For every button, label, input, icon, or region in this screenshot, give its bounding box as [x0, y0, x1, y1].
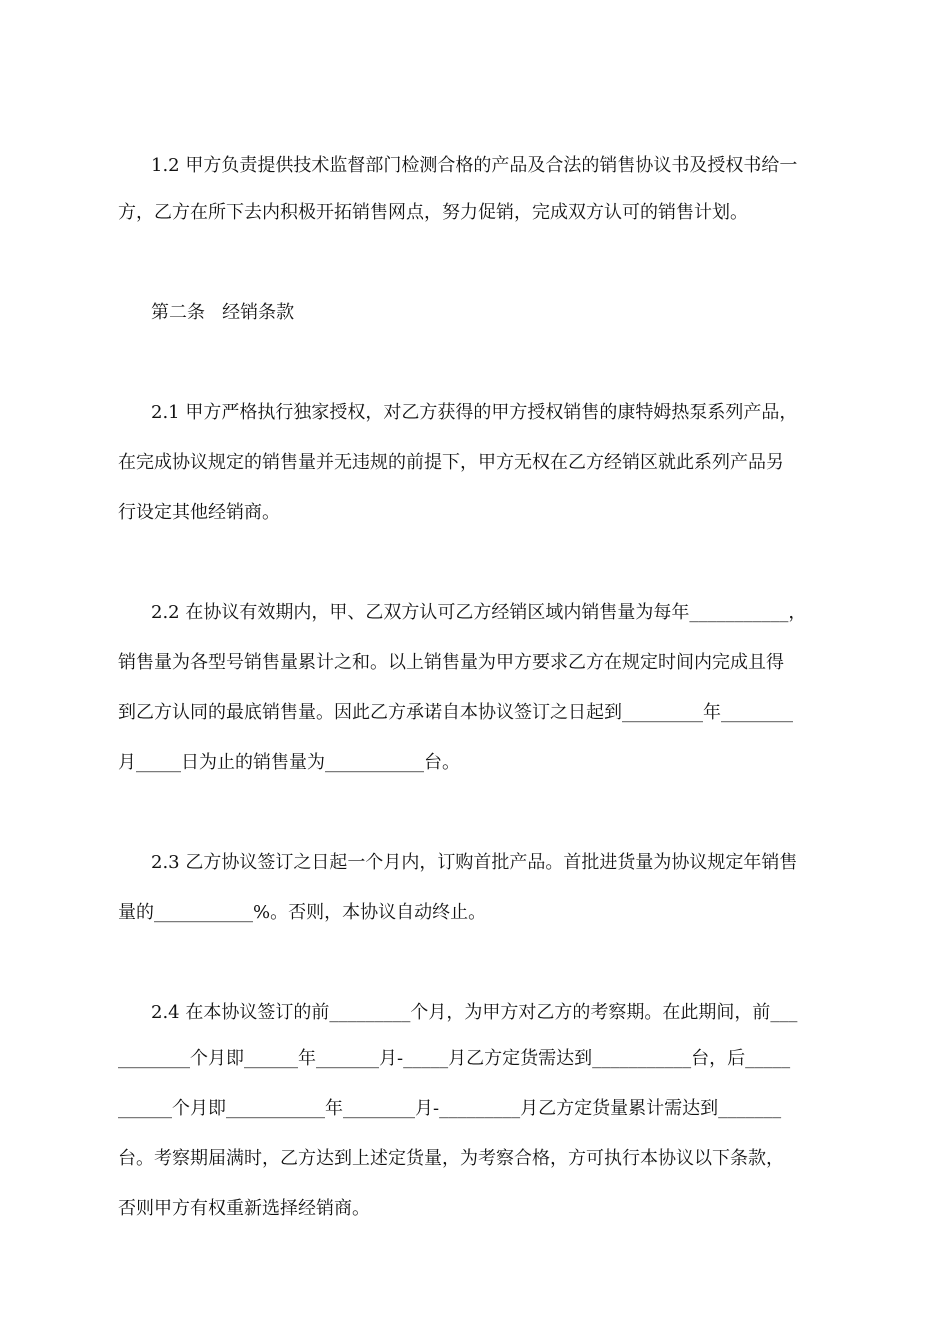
clause-2-1-line-3: 行设定其他经销商。 [118, 502, 280, 523]
clause-2-2-line-1: 2.2 在协议有效期内，甲、乙双方认可乙方经销区域内销售量为每年___________， [151, 602, 807, 623]
clause-2-4-line-1: 2.4 在本协议签订的前_________个月，为甲方对乙方的考察期。在此期间，前___ [151, 1002, 798, 1023]
clause-1-2-line-2: 方，乙方在所下去内积极开拓销售网点，努力促销，完成双方认可的销售计划。 [118, 202, 748, 223]
clause-2-4-line-5: 否则甲方有权重新选择经销商。 [118, 1198, 370, 1219]
clause-1-2-line-1: 1.2 甲方负责提供技术监督部门检测合格的产品及合法的销售协议书及授权书给一 [151, 155, 798, 176]
clause-2-4-line-3: ______个月即___________年________月-_________月乙方定货量累计需达到_______ [118, 1098, 782, 1119]
clause-2-1-line-2: 在完成协议规定的销售量并无违规的前提下，甲方无权在乙方经销区就此系列产品另 [118, 452, 784, 473]
clause-2-1-line-1: 2.1 甲方严格执行独家授权，对乙方获得的甲方授权销售的康特姆热泵系列产品， [151, 402, 798, 423]
clause-2-3-line-2: 量的___________%。否则，本协议自动终止。 [118, 902, 487, 923]
clause-2-4-line-4: 台。考察期届满时，乙方达到上述定货量，为考察合格，方可执行本协议以下条款， [118, 1148, 784, 1169]
article-2-heading: 第二条 经销条款 [151, 302, 295, 323]
clause-2-2-line-4: 月_____日为止的销售量为___________台。 [118, 752, 460, 773]
clause-2-2-line-3: 到乙方认同的最底销售量。因此乙方承诺自本协议签订之日起到_________年________ [118, 702, 793, 723]
clause-2-4-line-2: ________个月即______年_______月-_____月乙方定货需达到___________台，后_____ [118, 1048, 791, 1069]
clause-2-2-line-2: 销售量为各型号销售量累计之和。以上销售量为甲方要求乙方在规定时间内完成且得 [118, 652, 784, 673]
clause-2-3-line-1: 2.3 乙方协议签订之日起一个月内，订购首批产品。首批进货量为协议规定年销售 [151, 852, 798, 873]
